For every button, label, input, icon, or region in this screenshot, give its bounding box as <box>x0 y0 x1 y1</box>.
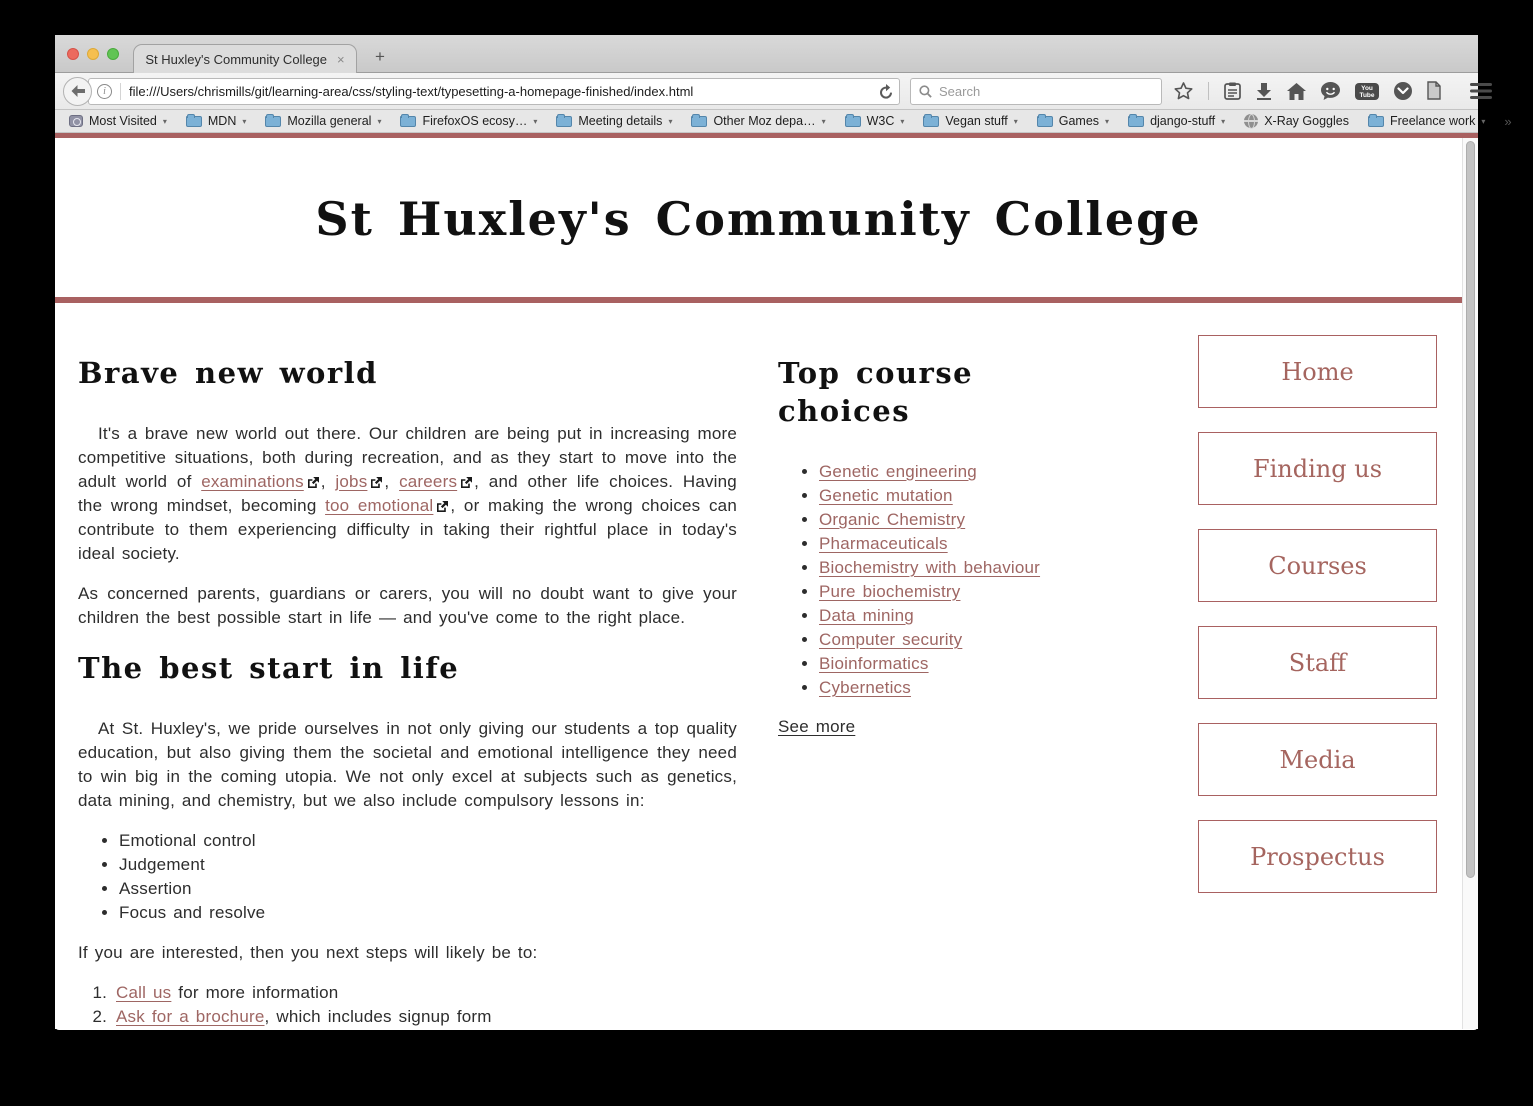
see-more-link[interactable]: See more <box>778 717 856 736</box>
inline-link[interactable]: examinations <box>201 472 304 491</box>
chevron-down-icon: ▾ <box>668 116 673 126</box>
inline-link[interactable]: jobs <box>335 472 368 491</box>
list-item <box>819 508 1078 532</box>
list-item <box>819 604 1078 628</box>
main-article <box>78 335 737 1029</box>
bookmark-item[interactable]: Mozilla general ▾ <box>265 114 381 128</box>
info-icon[interactable]: i <box>97 84 112 99</box>
list-item <box>819 532 1078 556</box>
bookmark-item[interactable]: Other Moz depa… ▾ <box>691 114 825 128</box>
list-item: 1. Call us for more information <box>114 981 737 1005</box>
list-item <box>819 460 1078 484</box>
tab-title: St Huxley's Community College <box>145 51 328 67</box>
external-link-icon <box>460 476 473 489</box>
browser-tab[interactable] <box>133 44 357 73</box>
url-input[interactable]: file:///Users/chrismills/git/learning-area/css/styling-text/typesetting-a-homepage-finished/index.html <box>129 83 694 99</box>
page-header <box>55 138 1462 303</box>
course-link[interactable]: Computer security <box>819 630 963 649</box>
paragraph: It's a brave new world out there. Our children are being put in increasing more competitive situations, both during recreation, and as they start to move into the adult world of examinations , jobs , careers , and other life choices. Having the wrong mindset, becoming too emotional , or making the wrong choices can contribute to them experiencing difficulty in taking their rightful place in today's ideal society. <box>78 424 737 563</box>
nav-button-finding-us[interactable]: Finding us <box>1198 432 1437 505</box>
bookmark-item[interactable]: django-stuff ▾ <box>1128 114 1225 128</box>
folder-icon <box>556 116 572 127</box>
course-link[interactable]: Bioinformatics <box>819 654 929 673</box>
nav-button-staff[interactable]: Staff <box>1198 626 1437 699</box>
list-item <box>819 676 1078 700</box>
bookmark-item[interactable]: W3C ▾ <box>845 114 905 128</box>
page-title: St Huxley's Community College <box>315 192 1202 246</box>
new-tab-button[interactable]: + <box>375 47 385 66</box>
bookmark-item[interactable]: Games ▾ <box>1037 114 1109 128</box>
external-link-icon <box>436 500 449 513</box>
folder-icon <box>186 116 202 127</box>
page-icon[interactable] <box>1427 82 1441 100</box>
folder-icon <box>845 116 861 127</box>
list-item: • Assertion <box>119 877 737 901</box>
chevron-down-icon: ▾ <box>1105 116 1110 126</box>
list-item: • Focus and resolve <box>119 901 737 925</box>
folder-icon <box>1368 116 1384 127</box>
list-item <box>819 484 1078 508</box>
scrollbar-thumb[interactable] <box>1466 141 1475 878</box>
home-icon[interactable] <box>1287 83 1306 100</box>
list-item: • Emotional control <box>119 829 737 853</box>
course-link[interactable]: Pure biochemistry <box>819 582 961 601</box>
bookmark-star-icon[interactable] <box>1174 82 1193 100</box>
page-viewport <box>55 133 1478 1029</box>
nav-button-prospectus[interactable]: Prospectus <box>1198 820 1437 893</box>
list-item: • Judgement <box>119 853 737 877</box>
folder-icon <box>400 116 416 127</box>
browser-window <box>55 35 1512 1030</box>
list-item <box>819 628 1078 652</box>
top-courses-aside <box>778 335 1078 739</box>
section-heading: The best start in life <box>78 651 460 685</box>
bookmark-item[interactable]: Most Visited ▾ <box>69 114 167 128</box>
youtube-icon[interactable] <box>1355 83 1379 100</box>
nav-button-courses[interactable]: Courses <box>1198 529 1437 602</box>
site-navigation <box>1198 335 1439 917</box>
chevron-down-icon: ▾ <box>377 116 382 126</box>
course-link[interactable]: Organic Chemistry <box>819 510 966 529</box>
traffic-lights <box>67 48 119 60</box>
chevron-down-icon: ▾ <box>900 116 905 126</box>
next-steps-list <box>78 981 737 1029</box>
chevron-down-icon: ▾ <box>162 116 167 126</box>
bookmarks-bar <box>55 110 1512 133</box>
section-heading: Brave new world <box>78 356 378 390</box>
inline-link[interactable]: careers <box>399 472 458 491</box>
chat-smiley-icon[interactable] <box>1321 82 1340 100</box>
url-bar[interactable] <box>88 78 900 105</box>
bookmark-item[interactable]: Vegan stuff ▾ <box>923 114 1017 128</box>
divider <box>120 83 121 100</box>
search-bar[interactable] <box>910 78 1162 105</box>
paragraph: At St. Huxley's, we pride ourselves in not only giving our students a top quality education, but also giving them the societal and emotional intelligence they need to win big in the coming utopia. We not only excel at subjects such as genetics, data mining, and chemistry, but we also include compulsory lessons in: <box>78 719 737 810</box>
chevron-down-icon: ▾ <box>242 116 247 126</box>
list-item: 2. Ask for a brochure, which includes signup form <box>114 1005 737 1029</box>
page-scrollbar <box>1462 138 1478 1029</box>
toolbar-icons <box>1174 82 1492 100</box>
inline-link[interactable]: Call us <box>116 983 172 1002</box>
folder-icon <box>923 116 939 127</box>
chevron-down-icon: ▾ <box>821 116 826 126</box>
lessons-list <box>78 829 737 925</box>
inline-link[interactable]: Ask for a brochure <box>116 1007 265 1026</box>
folder-icon <box>1037 116 1053 127</box>
bookmark-item[interactable]: Freelance work ▾ <box>1368 114 1485 128</box>
course-link[interactable]: Data mining <box>819 606 914 625</box>
bookmarks-overflow-chevron[interactable]: » <box>1504 113 1512 129</box>
courses-list <box>778 460 1078 700</box>
course-link[interactable]: Pharmaceuticals <box>819 534 948 553</box>
course-link[interactable]: Genetic engineering <box>819 462 977 481</box>
minimize-window-button[interactable] <box>87 48 99 60</box>
folder-icon <box>265 116 281 127</box>
chevron-down-icon: ▾ <box>533 116 538 126</box>
search-icon <box>919 85 932 98</box>
menu-icon[interactable] <box>1470 83 1492 99</box>
course-link[interactable]: Cybernetics <box>819 678 911 697</box>
nav-button-home[interactable]: Home <box>1198 335 1437 408</box>
chevron-down-icon: ▾ <box>1221 116 1226 126</box>
external-link-icon <box>370 476 383 489</box>
course-link[interactable]: Genetic mutation <box>819 486 953 505</box>
nav-button-media[interactable]: Media <box>1198 723 1437 796</box>
course-link[interactable]: Biochemistry with behaviour <box>819 558 1041 577</box>
titlebar <box>55 35 1478 73</box>
tab-close-icon[interactable]: × <box>337 51 345 67</box>
folder-icon <box>1128 116 1144 127</box>
clipboard-icon[interactable] <box>1224 82 1241 100</box>
bookmark-item[interactable]: X-Ray Goggles <box>1244 114 1349 128</box>
navigation-toolbar <box>55 73 1478 110</box>
folder-icon <box>691 116 707 127</box>
section-heading: Top course choices <box>778 356 974 428</box>
bookmark-item[interactable]: Meeting details ▾ <box>556 114 672 128</box>
external-link-icon <box>307 476 320 489</box>
list-item <box>819 652 1078 676</box>
svg-text:Tube: Tube <box>1359 91 1375 99</box>
zoom-window-button[interactable] <box>107 48 119 60</box>
bookmark-item[interactable]: MDN ▾ <box>186 114 246 128</box>
list-item <box>819 556 1078 580</box>
refresh-icon[interactable] <box>879 84 893 98</box>
pocket-icon[interactable] <box>1394 82 1412 100</box>
bookmark-item[interactable]: FirefoxOS ecosy… ▾ <box>400 114 537 128</box>
paragraph: If you are interested, then you next steps will likely be to: <box>78 943 538 962</box>
most-visited-icon <box>69 115 83 127</box>
chevron-down-icon: ▾ <box>1481 116 1486 126</box>
divider <box>1208 82 1209 100</box>
inline-link[interactable]: too emotional <box>325 496 434 515</box>
download-icon[interactable] <box>1256 83 1272 100</box>
back-arrow-icon <box>71 85 85 97</box>
globe-icon <box>1244 114 1258 128</box>
list-item <box>819 580 1078 604</box>
search-input[interactable]: Search <box>939 83 981 99</box>
close-window-button[interactable] <box>67 48 79 60</box>
paragraph: As concerned parents, guardians or carers, you will no doubt want to give your children the best possible start in life — and you've come to the right place. <box>78 584 737 627</box>
chevron-down-icon: ▾ <box>1013 116 1018 126</box>
back-button[interactable] <box>63 77 92 106</box>
svg-text:You: You <box>1361 84 1373 92</box>
